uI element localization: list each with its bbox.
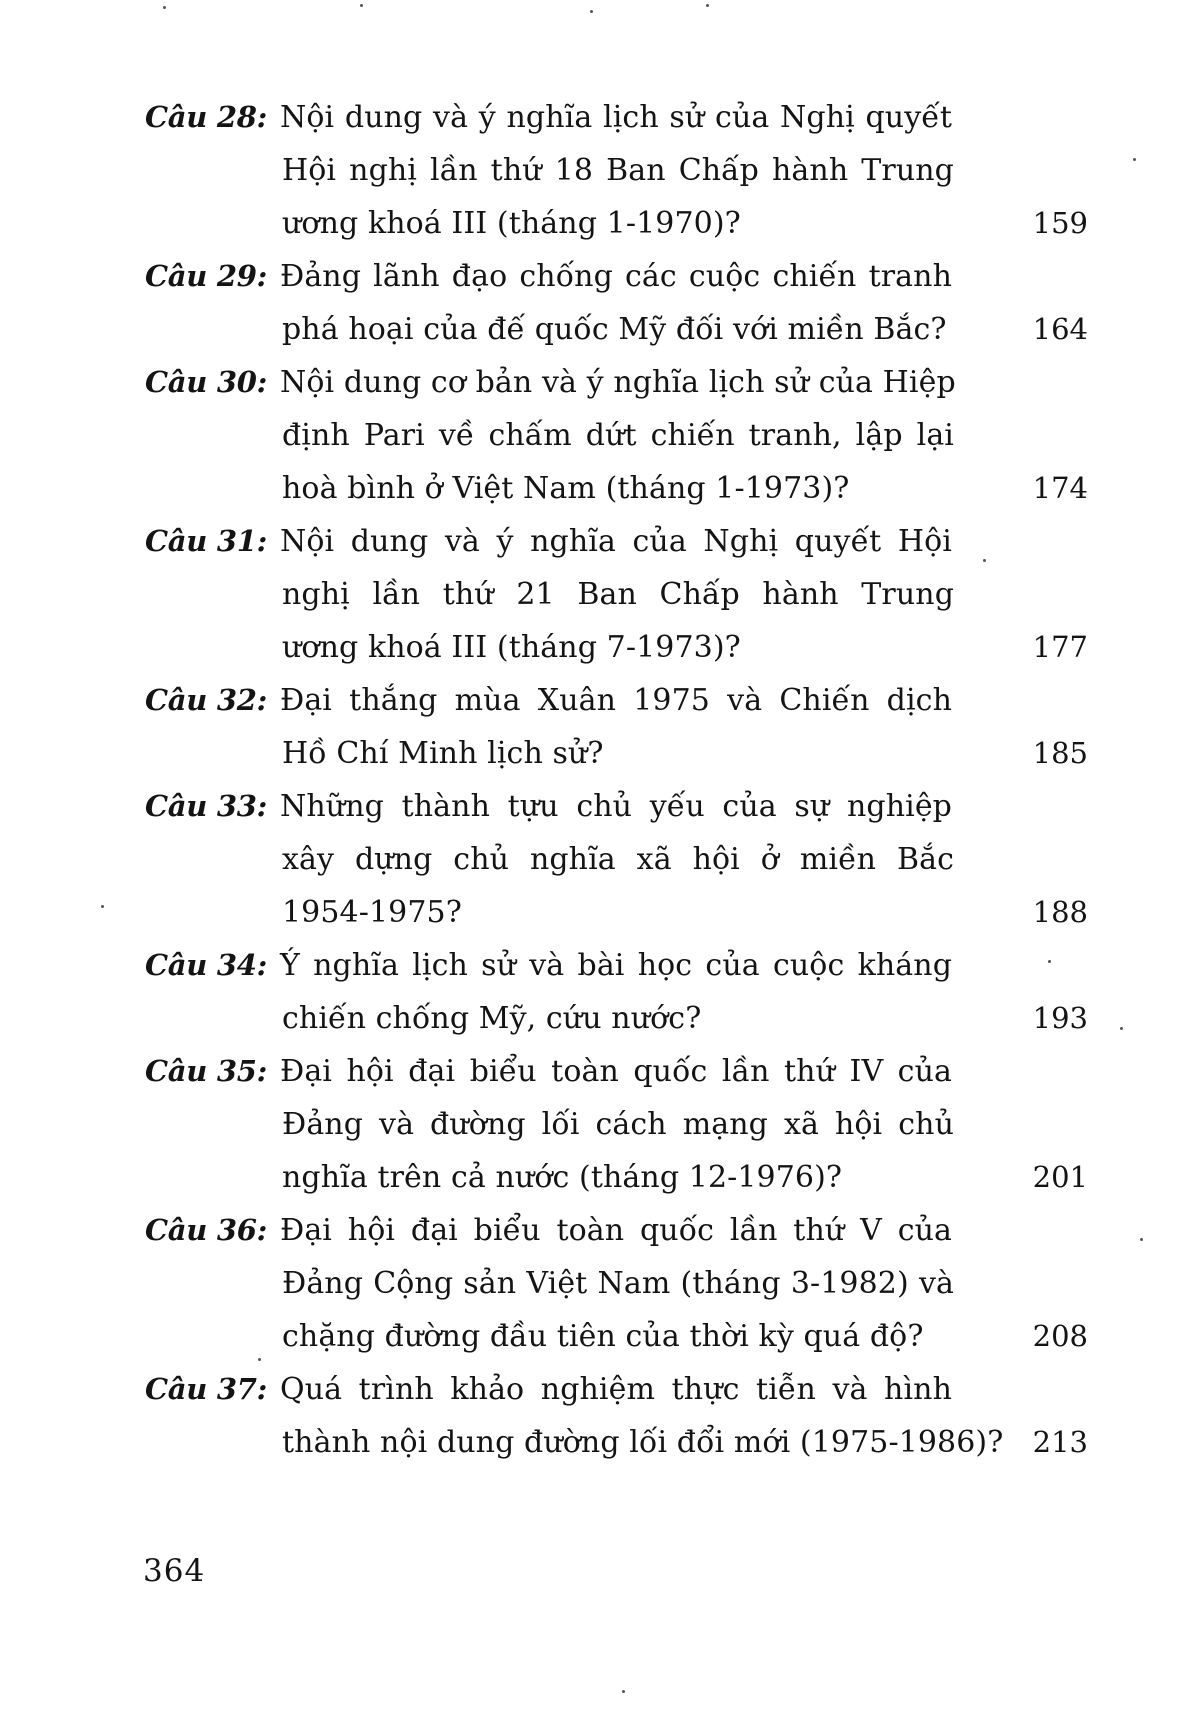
question-label: Câu 36: (145, 1213, 268, 1247)
question-text-line: Đại hội đại biểu toàn quốc lần thứ IV của (280, 1054, 952, 1089)
toc-entry (0, 674, 1200, 780)
scan-speck (1133, 158, 1136, 161)
question-text-line: định Pari về chấm dứt chiến tranh, lập lại (282, 418, 954, 453)
question-text-line: Quá trình khảo nghiệm thực tiễn và hình (280, 1372, 952, 1407)
question-text-line: nghĩa trên cả nước (tháng 12-1976)? (282, 1160, 843, 1195)
question-text-line: Đảng Cộng sản Việt Nam (tháng 3-1982) và (282, 1266, 954, 1301)
question-text-line: 1954-1975? (282, 895, 462, 930)
toc-entry (0, 91, 1200, 250)
question-text-line: ương khoá III (tháng 1-1970)? (282, 206, 741, 241)
page-number: 364 (143, 1553, 206, 1589)
question-text-line: Đại thắng mùa Xuân 1975 và Chiến dịch (280, 683, 952, 718)
toc-entry (0, 356, 1200, 515)
scan-speck (1140, 1238, 1143, 1241)
page-reference: 213 (1032, 1425, 1088, 1459)
question-text-line: chiến chống Mỹ, cứu nước? (282, 1001, 702, 1036)
toc-entry (0, 1045, 1200, 1204)
question-text-line: Nội dung và ý nghĩa lịch sử của Nghị quyết (280, 100, 952, 135)
scan-speck (1120, 1027, 1123, 1030)
question-text-line: Những thành tựu chủ yếu của sự nghiệp (280, 789, 952, 824)
question-label: Câu 30: (145, 365, 268, 399)
toc-entry (0, 780, 1200, 939)
toc-entry (0, 1363, 1200, 1469)
question-label: Câu 35: (145, 1054, 268, 1088)
toc-entry (0, 939, 1200, 1045)
scan-speck (1048, 960, 1051, 963)
question-text-line: Đảng lãnh đạo chống các cuộc chiến tranh (280, 259, 952, 294)
scan-speck (258, 1358, 261, 1361)
question-text-line: nghị lần thứ 21 Ban Chấp hành Trung (282, 577, 954, 612)
scan-speck (101, 905, 104, 908)
question-text-line: hoà bình ở Việt Nam (tháng 1-1973)? (282, 471, 850, 506)
page-reference: 193 (1032, 1001, 1088, 1035)
question-label: Câu 37: (145, 1372, 268, 1406)
question-text-line: Nội dung và ý nghĩa của Nghị quyết Hội (280, 524, 952, 559)
toc-entry (0, 250, 1200, 356)
question-label: Câu 34: (145, 948, 268, 982)
page-reference: 188 (1032, 895, 1088, 929)
scan-speck (360, 4, 363, 7)
page-reference: 164 (1032, 312, 1088, 346)
scan-speck (983, 559, 986, 562)
question-text-line: Ý nghĩa lịch sử và bài học của cuộc kháng (280, 948, 952, 983)
page-reference: 159 (1032, 206, 1088, 240)
question-label: Câu 29: (145, 259, 268, 293)
scan-speck (163, 6, 166, 9)
page-reference: 185 (1032, 736, 1088, 770)
page-reference: 177 (1032, 630, 1088, 664)
question-label: Câu 28: (145, 100, 268, 134)
question-label: Câu 32: (145, 683, 268, 717)
question-text-line: Đại hội đại biểu toàn quốc lần thứ V của (280, 1213, 952, 1248)
scan-speck (622, 1690, 625, 1693)
question-label: Câu 31: (145, 524, 268, 558)
question-text-line: Hồ Chí Minh lịch sử? (282, 736, 604, 771)
question-label: Câu 33: (145, 789, 268, 823)
page-reference: 201 (1032, 1160, 1088, 1194)
question-text-line: Hội nghị lần thứ 18 Ban Chấp hành Trung (282, 153, 954, 188)
page-reference: 174 (1032, 471, 1088, 505)
question-text-line: xây dựng chủ nghĩa xã hội ở miền Bắc (282, 842, 954, 877)
page-reference: 208 (1032, 1319, 1088, 1353)
scan-speck (706, 4, 709, 7)
question-text-line: thành nội dung đường lối đổi mới (1975-1986)? (282, 1425, 1004, 1460)
question-text-line: phá hoại của đế quốc Mỹ đối với miền Bắc? (282, 312, 947, 347)
toc-entry (0, 515, 1200, 674)
question-text-line: chặng đường đầu tiên của thời kỳ quá độ? (282, 1319, 924, 1354)
question-text-line: ương khoá III (tháng 7-1973)? (282, 630, 741, 665)
question-text-line: Đảng và đường lối cách mạng xã hội chủ (282, 1107, 954, 1142)
scan-speck (590, 10, 593, 13)
toc-entry (0, 1204, 1200, 1363)
question-text-line: Nội dung cơ bản và ý nghĩa lịch sử của Hiệp (280, 365, 956, 400)
